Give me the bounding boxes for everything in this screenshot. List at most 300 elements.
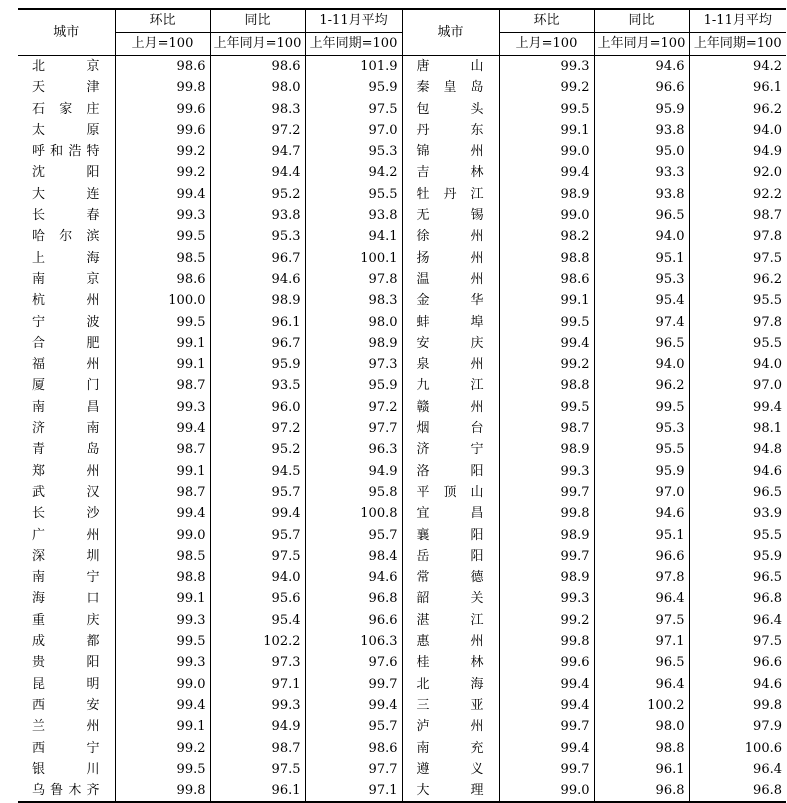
city-cell-right: 桂 林	[402, 652, 499, 673]
city-cell-left: 青 岛	[32, 442, 101, 458]
avg-cell-left: 98.6	[305, 738, 402, 759]
table-row	[18, 695, 786, 716]
yoy-cell-left: 97.5	[210, 546, 305, 567]
city-cell-left: 太 原	[32, 122, 101, 138]
header-yoy-base-left: 上年同月=100	[210, 33, 305, 56]
yoy-cell-right: 95.0	[594, 141, 689, 162]
city-cell-left: 宁 波	[32, 314, 101, 330]
avg-cell-left: 97.3	[305, 354, 402, 375]
city-cell-left: 上 海	[32, 250, 101, 266]
yoy-cell-right: 96.4	[594, 674, 689, 695]
yoy-cell-right: 95.5	[594, 439, 689, 460]
avg-cell-right: 99.8	[689, 695, 786, 716]
avg-cell-left: 99.7	[305, 674, 402, 695]
avg-cell-right: 94.2	[689, 56, 786, 78]
avg-cell-right: 94.8	[689, 439, 786, 460]
table-row	[18, 333, 786, 354]
city-cell-left: 贵 阳	[32, 655, 101, 671]
mom-cell-left: 99.0	[115, 674, 210, 695]
city-cell-left: 银 川	[32, 761, 101, 777]
avg-cell-left: 99.4	[305, 695, 402, 716]
yoy-cell-left: 95.3	[210, 226, 305, 247]
table-row	[18, 375, 786, 396]
mom-cell-right: 99.3	[499, 588, 594, 609]
mom-cell-left: 99.1	[115, 354, 210, 375]
mom-cell-left: 99.1	[115, 716, 210, 737]
avg-cell-right: 96.6	[689, 652, 786, 673]
yoy-cell-left: 95.7	[210, 482, 305, 503]
avg-cell-right: 97.8	[689, 226, 786, 247]
avg-cell-left: 95.5	[305, 184, 402, 205]
yoy-cell-right: 96.5	[594, 652, 689, 673]
mom-cell-right: 99.4	[499, 333, 594, 354]
avg-cell-right: 96.1	[689, 77, 786, 98]
avg-cell-right: 92.2	[689, 184, 786, 205]
avg-cell-right: 95.9	[689, 546, 786, 567]
price-index-table	[18, 8, 786, 803]
city-cell-right: 锦 州	[402, 141, 499, 162]
mom-cell-left: 99.6	[115, 99, 210, 120]
yoy-cell-left: 96.7	[210, 248, 305, 269]
yoy-cell-left: 94.4	[210, 162, 305, 183]
city-cell-right: 大 理	[402, 780, 499, 802]
yoy-cell-right: 94.0	[594, 354, 689, 375]
avg-cell-left: 95.9	[305, 375, 402, 396]
yoy-cell-right: 97.4	[594, 312, 689, 333]
mom-cell-right: 99.6	[499, 652, 594, 673]
city-cell-right: 扬 州	[402, 248, 499, 269]
header-avg-right: 1-11月平均	[689, 9, 786, 33]
avg-cell-right: 96.4	[689, 610, 786, 631]
city-cell-right: 安 庆	[402, 333, 499, 354]
mom-cell-right: 98.8	[499, 248, 594, 269]
yoy-cell-left: 98.0	[210, 77, 305, 98]
avg-cell-left: 98.0	[305, 312, 402, 333]
mom-cell-right: 99.4	[499, 674, 594, 695]
avg-cell-right: 100.6	[689, 738, 786, 759]
yoy-cell-left: 95.6	[210, 588, 305, 609]
avg-cell-left: 97.0	[305, 120, 402, 141]
city-cell-right: 南 充	[402, 738, 499, 759]
mom-cell-left: 99.3	[115, 652, 210, 673]
mom-cell-left: 99.5	[115, 631, 210, 652]
mom-cell-left: 99.2	[115, 738, 210, 759]
yoy-cell-left: 98.9	[210, 290, 305, 311]
yoy-cell-left: 97.2	[210, 418, 305, 439]
yoy-cell-left: 94.9	[210, 716, 305, 737]
table-row	[18, 269, 786, 290]
avg-cell-left: 95.8	[305, 482, 402, 503]
yoy-cell-left: 96.1	[210, 780, 305, 802]
mom-cell-left: 99.6	[115, 120, 210, 141]
table-row	[18, 418, 786, 439]
yoy-cell-right: 98.0	[594, 716, 689, 737]
mom-cell-left: 99.1	[115, 461, 210, 482]
avg-cell-right: 96.2	[689, 99, 786, 120]
mom-cell-left: 99.4	[115, 184, 210, 205]
mom-cell-left: 98.5	[115, 546, 210, 567]
header-avg-left: 1-11月平均	[305, 9, 402, 33]
yoy-cell-left: 95.4	[210, 610, 305, 631]
city-cell-right: 徐 州	[402, 226, 499, 247]
yoy-cell-left: 95.2	[210, 184, 305, 205]
avg-cell-left: 97.5	[305, 99, 402, 120]
table-header	[18, 9, 786, 56]
yoy-cell-right: 95.1	[594, 248, 689, 269]
mom-cell-right: 99.5	[499, 312, 594, 333]
mom-cell-right: 98.9	[499, 525, 594, 546]
table-row	[18, 354, 786, 375]
table-row	[18, 716, 786, 737]
city-cell-right: 牡丹江	[402, 184, 499, 205]
mom-cell-left: 99.8	[115, 77, 210, 98]
mom-cell-right: 99.3	[499, 461, 594, 482]
city-cell-left: 大 连	[32, 186, 101, 202]
table-row	[18, 397, 786, 418]
avg-cell-right: 99.4	[689, 397, 786, 418]
header-yoy-right: 同比	[594, 9, 689, 33]
avg-cell-right: 98.7	[689, 205, 786, 226]
city-cell-left: 郑 州	[32, 463, 101, 479]
avg-cell-left: 93.8	[305, 205, 402, 226]
header-mom-left: 环比	[115, 9, 210, 33]
city-cell-right: 无 锡	[402, 205, 499, 226]
city-cell-left: 合 肥	[32, 335, 101, 351]
yoy-cell-right: 95.4	[594, 290, 689, 311]
yoy-cell-right: 96.5	[594, 205, 689, 226]
yoy-cell-left: 94.7	[210, 141, 305, 162]
mom-cell-right: 98.6	[499, 269, 594, 290]
mom-cell-right: 98.9	[499, 567, 594, 588]
city-cell-left: 海 口	[32, 591, 101, 607]
yoy-cell-left: 95.7	[210, 525, 305, 546]
avg-cell-left: 94.6	[305, 567, 402, 588]
mom-cell-left: 98.8	[115, 567, 210, 588]
avg-cell-left: 96.3	[305, 439, 402, 460]
yoy-cell-left: 97.2	[210, 120, 305, 141]
avg-cell-left: 106.3	[305, 631, 402, 652]
city-cell-right: 泸 州	[402, 716, 499, 737]
mom-cell-right: 98.7	[499, 418, 594, 439]
table-row	[18, 226, 786, 247]
mom-cell-right: 99.1	[499, 290, 594, 311]
city-cell-right: 包 头	[402, 99, 499, 120]
yoy-cell-left: 99.4	[210, 503, 305, 524]
table-row	[18, 759, 786, 780]
table-row	[18, 205, 786, 226]
yoy-cell-right: 96.4	[594, 588, 689, 609]
table-row	[18, 546, 786, 567]
avg-cell-right: 93.9	[689, 503, 786, 524]
yoy-cell-right: 96.1	[594, 759, 689, 780]
yoy-cell-left: 102.2	[210, 631, 305, 652]
header-yoy-base-right: 上年同月=100	[594, 33, 689, 56]
city-cell-left: 兰 州	[32, 719, 101, 735]
avg-cell-left: 97.8	[305, 269, 402, 290]
avg-cell-left: 97.1	[305, 780, 402, 802]
mom-cell-right: 98.9	[499, 184, 594, 205]
yoy-cell-right: 94.6	[594, 56, 689, 78]
avg-cell-right: 97.9	[689, 716, 786, 737]
mom-cell-right: 99.0	[499, 205, 594, 226]
mom-cell-right: 99.2	[499, 610, 594, 631]
table-row	[18, 184, 786, 205]
table-row	[18, 588, 786, 609]
table-row	[18, 674, 786, 695]
city-cell-right: 济 宁	[402, 439, 499, 460]
yoy-cell-right: 95.3	[594, 418, 689, 439]
avg-cell-right: 97.5	[689, 248, 786, 269]
avg-cell-left: 96.6	[305, 610, 402, 631]
header-mom-base-right: 上月=100	[499, 33, 594, 56]
avg-cell-left: 101.9	[305, 56, 402, 78]
avg-cell-left: 100.1	[305, 248, 402, 269]
city-cell-right: 吉 林	[402, 162, 499, 183]
city-cell-right: 洛 阳	[402, 461, 499, 482]
yoy-cell-right: 95.1	[594, 525, 689, 546]
avg-cell-left: 97.7	[305, 418, 402, 439]
mom-cell-right: 99.0	[499, 780, 594, 802]
yoy-cell-left: 93.5	[210, 375, 305, 396]
mom-cell-right: 98.8	[499, 375, 594, 396]
table-row	[18, 525, 786, 546]
avg-cell-left: 98.9	[305, 333, 402, 354]
city-cell-left: 沈 阳	[32, 165, 101, 181]
avg-cell-right: 97.0	[689, 375, 786, 396]
avg-cell-left: 95.7	[305, 716, 402, 737]
avg-cell-left: 95.3	[305, 141, 402, 162]
mom-cell-left: 99.8	[115, 780, 210, 802]
city-cell-left: 长 春	[32, 208, 101, 224]
city-cell-left: 北 京	[32, 59, 101, 74]
mom-cell-left: 98.5	[115, 248, 210, 269]
table-row	[18, 610, 786, 631]
avg-cell-left: 94.9	[305, 461, 402, 482]
table-row	[18, 141, 786, 162]
table-row	[18, 99, 786, 120]
mom-cell-left: 98.7	[115, 482, 210, 503]
avg-cell-left: 97.6	[305, 652, 402, 673]
city-cell-left: 成 都	[32, 634, 101, 650]
city-cell-left: 西 宁	[32, 740, 101, 756]
table-row	[18, 120, 786, 141]
mom-cell-left: 99.4	[115, 695, 210, 716]
city-cell-right: 蚌 埠	[402, 312, 499, 333]
city-cell-left: 济 南	[32, 421, 101, 437]
city-cell-right: 丹 东	[402, 120, 499, 141]
avg-cell-left: 100.8	[305, 503, 402, 524]
city-cell-left: 哈尔滨	[32, 229, 101, 245]
city-cell-right: 秦皇岛	[402, 77, 499, 98]
city-cell-left: 天 津	[32, 80, 101, 96]
avg-cell-right: 95.5	[689, 333, 786, 354]
mom-cell-right: 99.4	[499, 162, 594, 183]
mom-cell-left: 100.0	[115, 290, 210, 311]
city-cell-left: 南 宁	[32, 570, 101, 586]
yoy-cell-left: 97.5	[210, 759, 305, 780]
city-cell-right: 三 亚	[402, 695, 499, 716]
yoy-cell-right: 95.9	[594, 99, 689, 120]
yoy-cell-left: 95.9	[210, 354, 305, 375]
mom-cell-left: 99.4	[115, 503, 210, 524]
yoy-cell-right: 97.1	[594, 631, 689, 652]
city-cell-right: 襄 阳	[402, 525, 499, 546]
mom-cell-right: 98.9	[499, 439, 594, 460]
city-cell-left: 石家庄	[32, 101, 101, 117]
table-row	[18, 631, 786, 652]
avg-cell-left: 95.7	[305, 525, 402, 546]
table-row	[18, 567, 786, 588]
mom-cell-right: 99.8	[499, 503, 594, 524]
yoy-cell-right: 95.9	[594, 461, 689, 482]
yoy-cell-left: 98.7	[210, 738, 305, 759]
mom-cell-right: 99.7	[499, 759, 594, 780]
yoy-cell-left: 94.5	[210, 461, 305, 482]
table-row	[18, 77, 786, 98]
avg-cell-right: 97.8	[689, 312, 786, 333]
mom-cell-right: 99.0	[499, 141, 594, 162]
mom-cell-left: 98.7	[115, 439, 210, 460]
city-cell-left: 乌鲁木齐	[18, 780, 115, 802]
yoy-cell-right: 94.6	[594, 503, 689, 524]
avg-cell-right: 96.4	[689, 759, 786, 780]
city-cell-right: 岳 阳	[402, 546, 499, 567]
city-cell-right: 赣 州	[402, 397, 499, 418]
yoy-cell-left: 93.8	[210, 205, 305, 226]
city-cell-left: 西 安	[32, 697, 101, 713]
yoy-cell-right: 97.5	[594, 610, 689, 631]
table-row	[18, 248, 786, 269]
yoy-cell-right: 96.5	[594, 333, 689, 354]
yoy-cell-right: 99.5	[594, 397, 689, 418]
mom-cell-left: 99.5	[115, 312, 210, 333]
city-cell-left: 武 汉	[32, 484, 101, 500]
yoy-cell-right: 94.0	[594, 226, 689, 247]
city-cell-right: 常 德	[402, 567, 499, 588]
avg-cell-right: 97.5	[689, 631, 786, 652]
header-avg-base-right: 上年同期=100	[689, 33, 786, 56]
city-cell-right: 遵 义	[402, 759, 499, 780]
yoy-cell-right: 93.3	[594, 162, 689, 183]
mom-cell-right: 99.4	[499, 695, 594, 716]
avg-cell-left: 96.8	[305, 588, 402, 609]
city-cell-right: 金 华	[402, 290, 499, 311]
mom-cell-left: 98.7	[115, 375, 210, 396]
table-row	[18, 439, 786, 460]
mom-cell-left: 99.3	[115, 610, 210, 631]
avg-cell-right: 96.5	[689, 567, 786, 588]
yoy-cell-left: 94.0	[210, 567, 305, 588]
city-cell-left: 杭 州	[32, 293, 101, 309]
mom-cell-left: 99.2	[115, 141, 210, 162]
yoy-cell-left: 95.2	[210, 439, 305, 460]
avg-cell-left: 98.3	[305, 290, 402, 311]
table-row	[18, 738, 786, 759]
city-cell-right: 韶 关	[402, 588, 499, 609]
mom-cell-left: 99.1	[115, 588, 210, 609]
avg-cell-left: 97.2	[305, 397, 402, 418]
mom-cell-right: 99.2	[499, 77, 594, 98]
table-row	[18, 461, 786, 482]
mom-cell-right: 99.4	[499, 738, 594, 759]
city-cell-left: 南 京	[32, 271, 101, 287]
city-cell-right: 唐 山	[402, 56, 499, 78]
avg-cell-right: 94.6	[689, 674, 786, 695]
mom-cell-left: 99.1	[115, 333, 210, 354]
avg-cell-right: 96.8	[689, 780, 786, 802]
avg-cell-right: 96.5	[689, 482, 786, 503]
city-cell-left: 厦 门	[32, 378, 101, 394]
mom-cell-right: 99.5	[499, 99, 594, 120]
avg-cell-left: 98.4	[305, 546, 402, 567]
table-row	[18, 482, 786, 503]
mom-cell-left: 99.2	[115, 162, 210, 183]
avg-cell-right: 94.6	[689, 461, 786, 482]
avg-cell-right: 96.8	[689, 588, 786, 609]
table-row	[18, 162, 786, 183]
mom-cell-right: 99.8	[499, 631, 594, 652]
mom-cell-right: 99.7	[499, 482, 594, 503]
avg-cell-left: 95.9	[305, 77, 402, 98]
city-cell-left: 重 庆	[32, 612, 101, 628]
yoy-cell-right: 93.8	[594, 184, 689, 205]
city-cell-right: 平顶山	[402, 482, 499, 503]
mom-cell-right: 99.5	[499, 397, 594, 418]
avg-cell-right: 92.0	[689, 162, 786, 183]
avg-cell-left: 94.2	[305, 162, 402, 183]
header-row-1	[18, 9, 786, 33]
mom-cell-right: 99.1	[499, 120, 594, 141]
header-city-right: 城市	[402, 9, 499, 56]
avg-cell-right: 98.1	[689, 418, 786, 439]
yoy-cell-right: 98.8	[594, 738, 689, 759]
header-mom-base-left: 上月=100	[115, 33, 210, 56]
yoy-cell-left: 96.0	[210, 397, 305, 418]
yoy-cell-left: 96.1	[210, 312, 305, 333]
price-index-table-container	[18, 8, 782, 803]
yoy-cell-left: 98.3	[210, 99, 305, 120]
city-cell-left: 呼和浩特	[32, 144, 101, 160]
yoy-cell-left: 98.6	[210, 56, 305, 78]
avg-cell-right: 96.2	[689, 269, 786, 290]
yoy-cell-right: 96.8	[594, 780, 689, 802]
header-city-left: 城市	[18, 9, 115, 56]
yoy-cell-left: 97.3	[210, 652, 305, 673]
yoy-cell-right: 97.0	[594, 482, 689, 503]
mom-cell-left: 98.6	[115, 269, 210, 290]
yoy-cell-left: 94.6	[210, 269, 305, 290]
mom-cell-right: 98.2	[499, 226, 594, 247]
avg-cell-right: 94.9	[689, 141, 786, 162]
header-mom-right: 环比	[499, 9, 594, 33]
city-cell-left: 深 圳	[32, 548, 101, 564]
mom-cell-left: 99.5	[115, 226, 210, 247]
table-row	[18, 652, 786, 673]
yoy-cell-right: 96.6	[594, 77, 689, 98]
city-cell-right: 湛 江	[402, 610, 499, 631]
city-cell-right: 烟 台	[402, 418, 499, 439]
city-cell-right: 惠 州	[402, 631, 499, 652]
yoy-cell-left: 99.3	[210, 695, 305, 716]
city-cell-right: 温 州	[402, 269, 499, 290]
mom-cell-left: 99.4	[115, 418, 210, 439]
city-cell-right: 宜 昌	[402, 503, 499, 524]
mom-cell-right: 99.7	[499, 546, 594, 567]
mom-cell-left: 99.5	[115, 759, 210, 780]
avg-cell-right: 94.0	[689, 354, 786, 375]
city-cell-right: 北 海	[402, 674, 499, 695]
city-cell-left: 南 昌	[32, 399, 101, 415]
